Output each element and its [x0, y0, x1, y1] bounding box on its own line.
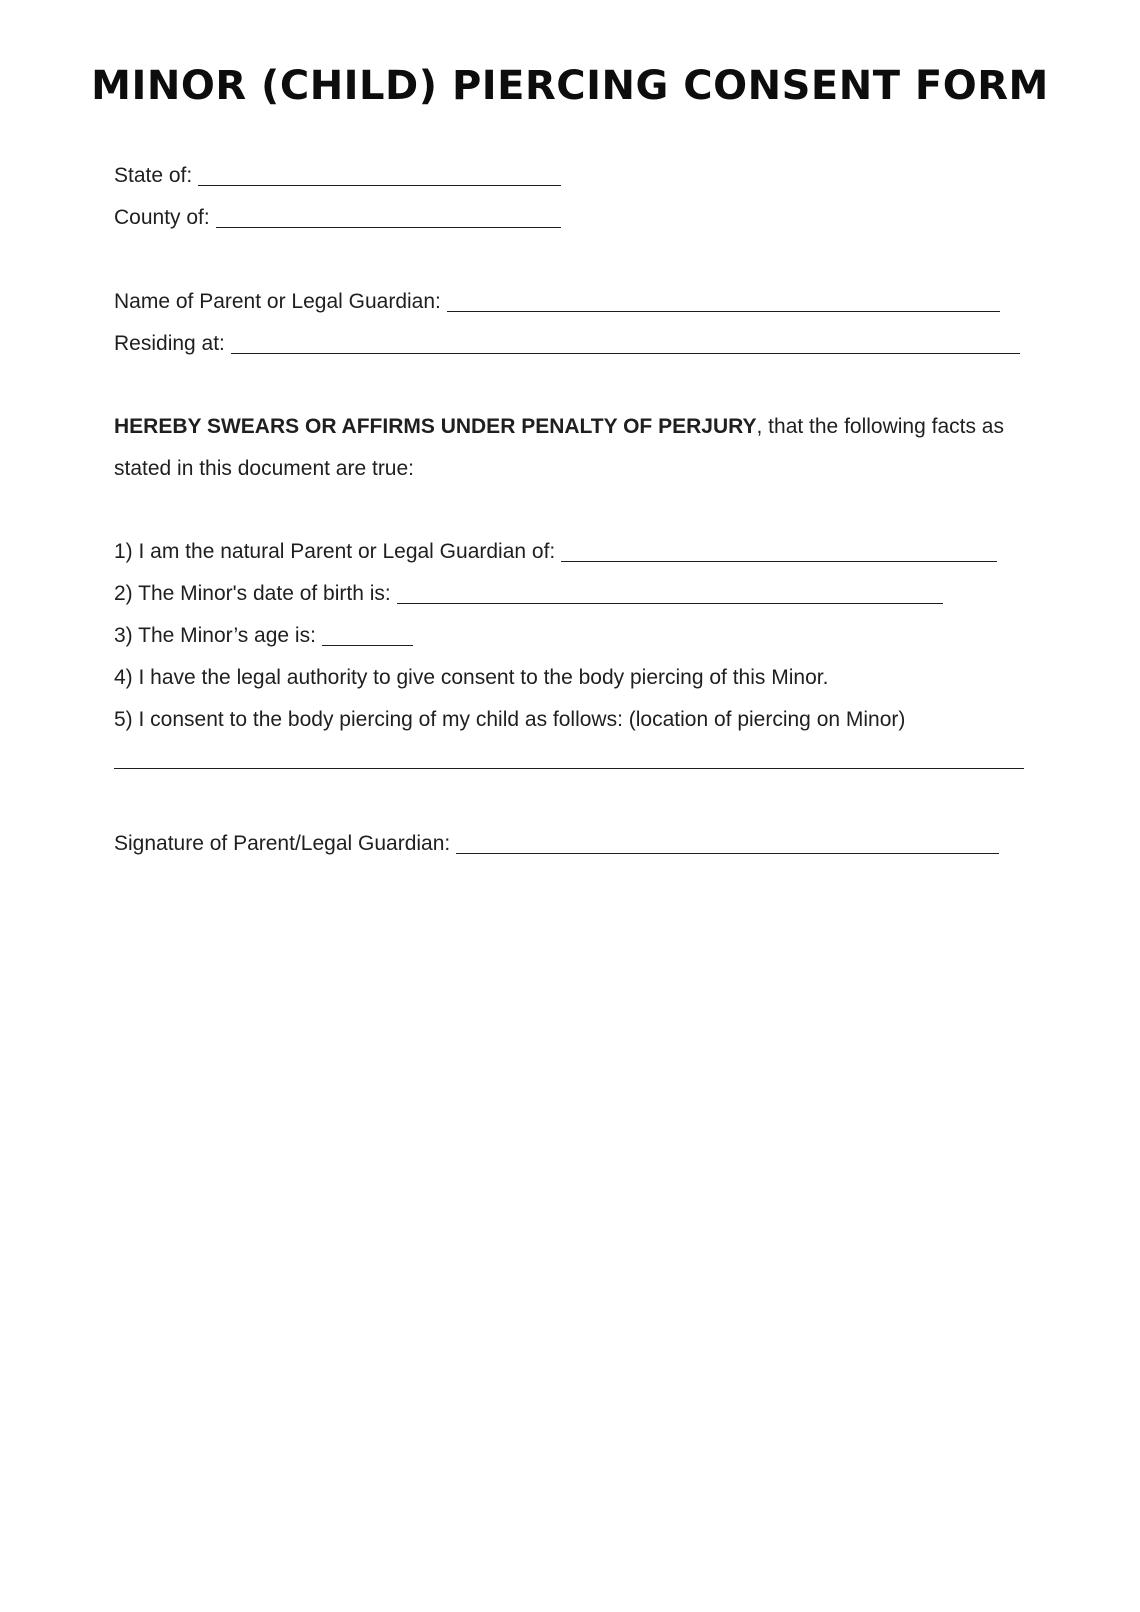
county-input-line[interactable] [216, 205, 561, 228]
signature-input-line[interactable] [456, 831, 999, 854]
state-field [114, 162, 561, 190]
signature-label: Signature of Parent/Legal Guardian: [114, 832, 451, 855]
age-input-line[interactable] [322, 623, 413, 646]
piercing-location-input-line[interactable] [114, 768, 1024, 769]
item-3-label: 3) The Minor’s age is: [114, 624, 316, 647]
residing-field [114, 330, 1020, 358]
signature-field [114, 830, 999, 858]
state-label: State of: [114, 164, 193, 187]
state-input-line[interactable] [198, 163, 561, 186]
county-field [114, 204, 561, 232]
item-2-label: 2) The Minor's date of birth is: [114, 582, 391, 605]
item-1-label: 1) I am the natural Parent or Legal Guardian of: [114, 540, 556, 563]
dob-input-line[interactable] [397, 581, 943, 604]
affirmation-line-2: stated in this document are true: [114, 457, 414, 480]
affirmation-line-1 [114, 413, 1004, 441]
item-5-text: 5) I consent to the body piercing of my child as follows: (location of piercing on Minor) [114, 708, 906, 731]
page-title: MINOR (CHILD) PIERCING CONSENT FORM [91, 63, 1049, 109]
county-label: County of: [114, 206, 210, 229]
residing-label: Residing at: [114, 332, 225, 355]
item-1-field [114, 538, 997, 566]
item-2-field [114, 580, 943, 608]
parent-name-label: Name of Parent or Legal Guardian: [114, 290, 441, 313]
minor-name-input-line[interactable] [561, 539, 997, 562]
parent-name-input-line[interactable] [447, 289, 1000, 312]
affirmation-bold: HEREBY SWEARS OR AFFIRMS UNDER PENALTY OF PERJURY [114, 415, 757, 438]
item-3-field [114, 622, 413, 650]
affirmation-rest: , that the following facts as [756, 415, 1004, 438]
residing-input-line[interactable] [231, 331, 1020, 354]
item-4-text: 4) I have the legal authority to give consent to the body piercing of this Minor. [114, 666, 829, 689]
parent-name-field [114, 288, 1000, 316]
